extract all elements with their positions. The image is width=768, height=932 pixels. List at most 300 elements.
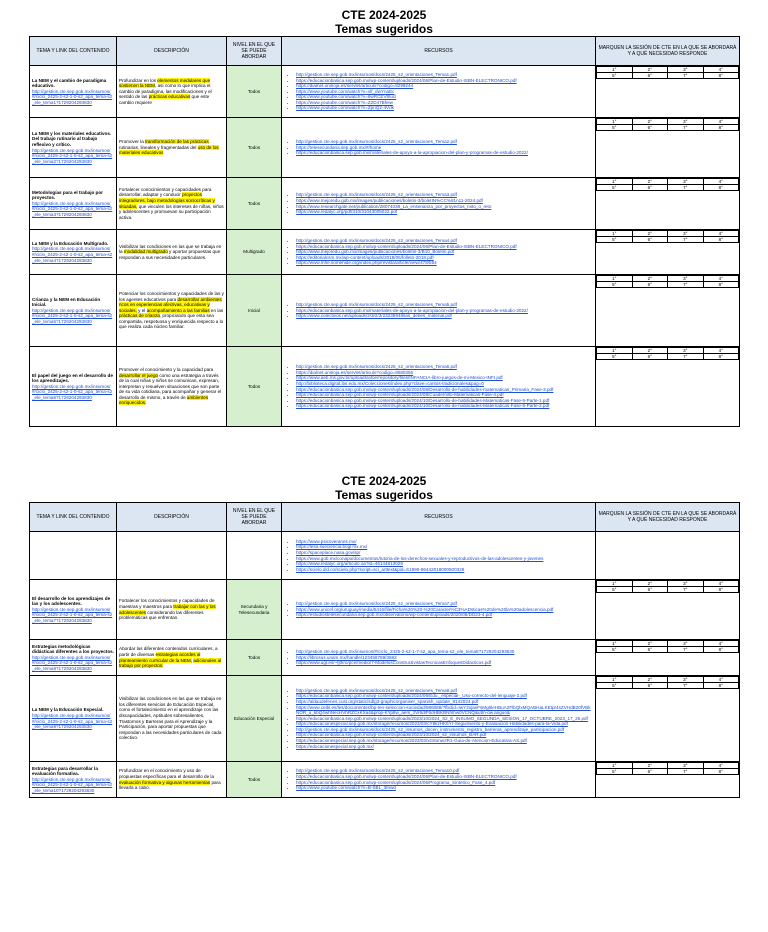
resource-link[interactable]: • https://www.psicoveranes.mx/ (296, 539, 593, 545)
resources-cell (282, 640, 596, 676)
highlighted-text: adicionales al trabajo por proyectos. (119, 657, 222, 669)
topic-cell (30, 762, 117, 798)
resource-link[interactable]: • http://gestion.cte.sep.gob.mx/insumos/docs/2425_s2_orientaciones_Tema4.pdf (296, 238, 593, 244)
session-grid (596, 178, 739, 191)
topic-link[interactable]: http://gestion.cte.sep.gob.mx/insumos/#/ciclo_2425-2-s2-1-0-s2_apa_tema-s2_ele_tema1?1729204293830 (32, 88, 113, 105)
session-cell[interactable]: 4° (703, 67, 739, 73)
session-cell[interactable]: 6° (632, 647, 668, 653)
resource-list (284, 768, 593, 790)
session-cell-group (596, 640, 740, 676)
session-cell[interactable]: 7° (668, 683, 704, 689)
resource-link[interactable]: • https://educacionbasica.sep.gob.mx/wp-content/uploads/2024/10/Desarrollo-de-habilidades-Matematicas-Fase-5-Parte-1.pdf (296, 398, 593, 404)
description-cell (117, 640, 227, 676)
resource-link[interactable]: • http://gestion.cte.sep.gob.mx/insumos/docs/2425_s2_orientaciones_Tema1.pdf (296, 72, 593, 78)
resource-link[interactable]: • https://educacionbasica.sep.gob.mx/wp-content/uploads/2023/10/2024_s2_insumos_BAR.pdf (296, 732, 593, 738)
session-cell[interactable]: 5° (597, 354, 633, 360)
level-cell: Todos (227, 66, 282, 118)
level-cell: Todos (227, 762, 282, 798)
session-cell[interactable]: 2° (632, 276, 668, 282)
session-cell[interactable]: 7° (668, 769, 704, 775)
table-row (30, 347, 740, 427)
session-cell[interactable]: 7° (668, 354, 704, 360)
resource-link[interactable]: • https://dialnet.unirioja.es/servlet/articulo?codigo=8299244 (296, 83, 593, 89)
session-cell[interactable]: 6° (632, 587, 668, 593)
col-header-descripcion: DESCRIPCIÓN (117, 37, 227, 66)
session-cell[interactable]: 7° (668, 282, 704, 288)
highlighted-text: estrategias acordes al planteamiento curricular de la NEM, (119, 651, 201, 663)
session-cell-group (596, 580, 740, 640)
description-text: para llevarla a cabo. (119, 779, 221, 791)
session-cell[interactable]: 5° (597, 587, 633, 593)
topic-link[interactable]: http://gestion.cte.sep.gob.mx/insumos/#/ciclo_2425-2-s2-1-0-s2_apa_tema-s2_ele_tema3?1729204293830 (32, 200, 113, 217)
session-cell[interactable]: 4° (703, 581, 739, 587)
session-cell-group (596, 762, 740, 798)
session-cell[interactable]: 6° (632, 282, 668, 288)
resource-link[interactable]: • https://educacionbasica.sep.gob.mx/wp-content/uploads/2024/06/Plan-de-Estudio-ISBN-ELECTRONICO.pdf (296, 78, 593, 84)
description-cell (117, 762, 227, 798)
description-text: Potenciar los conocimientos y capacidades de las y los agentes educativos para (119, 290, 224, 302)
topic-title: La NEM y la Educación Multigrado. (32, 240, 109, 246)
session-grid (596, 762, 739, 775)
resource-list (284, 139, 593, 156)
resource-list (284, 302, 593, 319)
session-cell[interactable]: 4° (703, 119, 739, 125)
session-cell[interactable]: 3° (668, 677, 704, 683)
resource-link[interactable]: • http://gestion.cte.sep.gob.mx/insumos/docs/2425_s2_insumos_docen_instrumento_registro_barreras_aprendizaje_participacion.pdf (296, 727, 593, 733)
topic-link[interactable]: http://gestion.cte.sep.gob.mx/insumos/#/ciclo_2425-2-s2-1-0-s2_apa_tema-s2_ele_tema5?1729204293830 (32, 307, 113, 324)
resource-link[interactable]: • https://lesa.sueciencia.bogl.mx.mx/ (296, 544, 593, 550)
highlighted-text: uso de los materiales educativos (119, 144, 219, 156)
resource-link[interactable]: • https://editorialcsm.mx/wp-content/uploads/2018/05/folleto-2018.pdf (296, 255, 593, 261)
resources-cell (282, 275, 596, 347)
description-cell (117, 676, 227, 762)
resource-link[interactable]: • https://educacionbasica.sep.gob.mx/materiales-de-apoyo-a-la-apropiacion-del-plan-y-programas-de-estudio-2022/ (296, 150, 593, 156)
session-cell[interactable]: 3° (668, 179, 704, 185)
description-text: Visibilizar las condiciones en las que se trabaja en los diferentes servicios de Educación Especial, como el fortalecimiento en el aprendizaje con las discapacidades, Aptitudes sobresalientes, Trastornos y Barreras para el Aprendizaje y la Participación, para aportar propuestas que respondan a las necesidades particulares de cada colectivo. (119, 696, 222, 741)
topic-cell (30, 676, 117, 762)
topics-table (29, 36, 740, 427)
session-cell[interactable]: 6° (632, 185, 668, 191)
session-cell[interactable]: 8° (703, 237, 739, 243)
session-cell[interactable]: 7° (668, 185, 704, 191)
topic-title: Metodologías para el trabajo por proyectos. (32, 189, 103, 201)
session-grid-row (597, 647, 739, 653)
session-cell[interactable]: 7° (668, 587, 704, 593)
session-cell-group (596, 676, 740, 762)
session-grid-row (597, 683, 739, 689)
session-cell[interactable]: 3° (668, 67, 704, 73)
session-cell[interactable]: 8° (703, 73, 739, 79)
topic-cell (30, 275, 117, 347)
session-cell[interactable]: 2° (632, 763, 668, 769)
session-cell[interactable]: 5° (597, 237, 633, 243)
topic-cell (30, 580, 117, 640)
topic-cell (30, 347, 117, 427)
resource-link[interactable]: • https://www.colectivos.net/uploads/2/3/2/3/23235948/las_debes_material.pdf (296, 313, 593, 319)
resource-link[interactable]: • https://www.youtube.com/watch?v=6wRCEV8Iucl (296, 94, 593, 100)
session-cell[interactable]: 4° (703, 348, 739, 354)
topic-cell (30, 66, 117, 118)
resource-link[interactable]: • https://educacionbasica.sep.gob.mx/wp-content/uploads/2024/06/Edu._especial-_Uso-correcto-del-lenguaje-2.pdf (296, 693, 593, 699)
session-grid (596, 580, 739, 593)
resource-link[interactable]: • https://scielo.old.co/scielo.php?script=sci_arttext&pid=S1990-86442018000500326 (296, 567, 593, 573)
session-cell[interactable]: 3° (668, 348, 704, 354)
resources-cell (282, 676, 596, 762)
resource-link[interactable]: • https://educacionbasica.sep.gob.mx/wp-content/uploads/2024/06/Plan-de-Estudio-ISBN-ELECTRONICO.pdf (296, 244, 593, 250)
resource-link[interactable]: • https://www.ceibl.es/les/documentos/bp-ten-seleccion-sociedad/586088/?fbclid=IwY2xjanFsMg6leHBuA2FlbQlxMQABHaLKEtpr4sZVHdB20fVBkNOR_u_kbQ4whNecHVhRZCxKXa4&prop-KYp8w_aem_zVr6dlF6dHBKBNhIhw0VCNQ&utm-ow.anguo& (296, 705, 593, 716)
session-cell[interactable]: 3° (668, 581, 704, 587)
description-cell (117, 230, 227, 275)
session-cell[interactable]: 2° (632, 231, 668, 237)
topic-cell (30, 118, 117, 178)
description-text: Fortalecer los conocimientos y capacidades de maestras y maestros para (119, 598, 215, 609)
resources-cell (282, 580, 596, 640)
table-row (30, 275, 740, 347)
topic-title: La NEM y los materiales educativos. Del trabajo rutinario al trabajo reflexivo y crítico. (32, 130, 112, 147)
resource-link[interactable]: • https://www.ugr.es/~fjthro/pce/medio/7-ModelosConstructivistasTecnicasEnfoquesDidacticos.pdf (296, 660, 593, 666)
session-cell[interactable]: 2° (632, 179, 668, 185)
session-cell[interactable]: 4° (703, 276, 739, 282)
resource-list (284, 649, 593, 666)
highlighted-text: elementos medulares que sostienen la NEM (119, 77, 211, 89)
session-cell[interactable]: 6° (632, 683, 668, 689)
table-row (30, 676, 740, 762)
session-cell[interactable]: 8° (703, 769, 739, 775)
resource-link[interactable]: • https://www.youtube.com/watch?v=vlf_dwYnaEc (296, 89, 593, 95)
session-grid (596, 230, 739, 243)
resources-cell (282, 762, 596, 798)
topic-title: La NEM y el cambio de paradigma educativo. (32, 77, 107, 89)
session-cell[interactable]: 1° (597, 641, 633, 647)
topic-cell (30, 640, 117, 676)
highlighted-text: desarrollar el juego (119, 372, 159, 378)
resource-link[interactable]: • https://educacionbasica.sep.gob.mx/wp-content/uploads/2023/10/2024_S2_E_INSUMO_SEGUNDA_SESION_17_OCTUBRE_2023_17_25.pdf (296, 716, 593, 722)
session-cell[interactable]: 2° (632, 641, 668, 647)
session-cell[interactable]: 5° (597, 185, 633, 191)
resource-link[interactable]: • http://gestion.cte.sep.gob.mx/insumos/docs/2425_s2_orientaciones_Tema7.pdf (296, 601, 593, 607)
highlighted-text: desarrollar ambientes ricos en experiencias afectivas, educativas y sociales, (119, 296, 222, 313)
resources-cell (282, 118, 596, 178)
resource-link[interactable]: • https://www.youtube.com/watch?v=ZpnQ2-4Vdk (296, 105, 593, 111)
session-cell[interactable]: 7° (668, 237, 704, 243)
session-grid-row (597, 354, 739, 360)
resource-list (284, 238, 593, 266)
session-cell[interactable]: 1° (597, 581, 633, 587)
session-cell[interactable]: 1° (597, 179, 633, 185)
resource-list (284, 72, 593, 111)
page-title: CTE 2024-2025 (341, 8, 427, 22)
topic-link[interactable]: http://gestion.cte.sep.gob.mx/insumos/#/ciclo_2425-2-s2-1-0-s2_apa_tema-s2_ele_tema6?1729204293830 (32, 383, 113, 400)
description-text: , propiciando que esta sea compartida, respetuosa y enriquecida respecto a lo que realiza cada núcleo familiar. (119, 313, 224, 330)
session-cell[interactable]: 8° (703, 185, 739, 191)
topic-title: Crianza y la NEM en Educación Inicial. (32, 296, 101, 308)
resource-link[interactable]: • https://aldaudefenes.cust.org/static/sdlg3-graphicorganiser_spanish_update_8142024.pdf (296, 699, 593, 705)
session-cell[interactable]: 3° (668, 119, 704, 125)
level-cell: Secundaria y Telesecundaria (227, 580, 282, 640)
resource-link[interactable]: • http://gestion.cte.sep.gob.mx/insumos/docs/2425_s2_orientaciones_Tema9.pdf (296, 688, 593, 694)
topic-link[interactable]: http://gestion.cte.sep.gob.mx/insumos/#/ciclo_2425-2-s2-1-0-s2_apa_tema-s2_ele_tema8?1729204293830 (32, 654, 113, 671)
col-header-nivel: NIVEL EN EL QUE SE PUEDE ABORDAR (227, 503, 282, 532)
session-cell[interactable]: 1° (597, 763, 633, 769)
empty-cell (227, 532, 282, 580)
resource-link[interactable]: • https://www.mejoredu.gob.mx/images/publicaciones/boletin-3/boletIN%CC%81n11-2024.pdf (296, 198, 593, 204)
session-cell[interactable]: 2° (632, 348, 668, 354)
session-cell[interactable]: 3° (668, 763, 704, 769)
resource-link[interactable]: • http://gestion.cte.sep.gob.mx/insumos/docs/2425_s2_orientaciones_Tema10.pdf (296, 768, 593, 774)
resource-list (284, 192, 593, 214)
session-cell[interactable]: 8° (703, 647, 739, 653)
table-row (30, 640, 740, 676)
page-subtitle: Temas sugeridos (335, 488, 433, 502)
description-text: en las (209, 307, 224, 313)
session-cell[interactable]: 8° (703, 354, 739, 360)
col-header-sesion: MARQUEN LA SESIÓN DE CTE EN LA QUE SE ABORDARÁ Y A QUÉ NECESIDAD RESPONDE (596, 37, 740, 66)
description-cell (117, 66, 227, 118)
session-cell[interactable]: 5° (597, 647, 633, 653)
description-text: Visibilizar las condiciones en las que se trabaja en la (119, 243, 222, 255)
highlighted-text: evaluación formativa y algunas herramientas (119, 779, 211, 785)
description-text: Promover la (119, 139, 146, 145)
col-header-tema: TEMA Y LINK DEL CONTENIDO (30, 503, 117, 532)
session-cell[interactable]: 7° (668, 73, 704, 79)
description-text: que vinculen los intereses de niñas, niños y adolescentes y promuevan su participación activa. (119, 203, 224, 220)
session-cell[interactable]: 7° (668, 647, 704, 653)
session-cell-group (596, 347, 740, 427)
session-cell-group (596, 178, 740, 230)
session-cell[interactable]: 1° (597, 119, 633, 125)
session-grid (596, 676, 739, 689)
highlighted-text: trabajar con las y los adolescentes (119, 603, 216, 615)
description-text: considerando las diferentes problemáticas que enfrentan. (119, 609, 204, 621)
level-cell: Todos (227, 178, 282, 230)
session-grid (596, 118, 739, 131)
resources-cell (282, 66, 596, 118)
session-grid-row (597, 73, 739, 79)
table-row (30, 230, 740, 275)
highlighted-text: ambientes enriquecidos. (119, 394, 209, 406)
session-grid (596, 66, 739, 79)
session-cell[interactable]: 6° (632, 125, 668, 131)
page-1 (29, 8, 739, 427)
resource-link[interactable]: • https://www.youtube.com/watch?v=B-SBL_3Inwd (296, 785, 593, 791)
col-header-tema: TEMA Y LINK DEL CONTENIDO (30, 37, 117, 66)
session-grid-row (597, 282, 739, 288)
col-header-recursos: RECURSOS (282, 503, 596, 532)
resource-link[interactable]: • https://www.redalyc.org/articulo.oa?id=46144813029 (296, 561, 593, 567)
session-cell[interactable]: 1° (597, 276, 633, 282)
table-row (30, 178, 740, 230)
level-cell: Todos (227, 118, 282, 178)
session-grid-row (597, 125, 739, 131)
session-cell[interactable]: 5° (597, 73, 633, 79)
topic-title: Estrategias metodológicas didácticas diferentes a los proyectos. (32, 643, 114, 655)
resource-link[interactable]: • http://gestion.cte.sep.gob.mx/insumos/docs/2425_s2_orientaciones_Tema5.pdf (296, 302, 593, 308)
highlighted-text: proyectos integradores, bajo metodologías sociocríticas y situadas, (119, 192, 215, 209)
session-cell[interactable]: 6° (632, 237, 668, 243)
level-cell: Multigrado (227, 230, 282, 275)
session-cell[interactable]: 1° (597, 677, 633, 683)
resource-link[interactable]: • https://educacionbasica.sep.gob.mx/wp-content/uploads/2024/10/Desarrollo-de-habilidades-Matematicas-Fase-5-Parte-2.pdf (296, 403, 593, 409)
topics-table (29, 502, 740, 798)
resource-link[interactable]: • https://educacionespecial.sep.gob.mx/ (296, 744, 593, 750)
resources-cell (282, 347, 596, 427)
session-cell[interactable]: 3° (668, 231, 704, 237)
session-cell[interactable]: 4° (703, 231, 739, 237)
col-header-descripcion: DESCRIPCIÓN (117, 503, 227, 532)
table-row (30, 580, 740, 640)
session-cell[interactable]: 4° (703, 179, 739, 185)
topic-title: El papel del juego en el desarrollo de los aprendizajes. (32, 372, 113, 384)
session-grid-row (597, 237, 739, 243)
resource-link[interactable]: • https://www.redalyc.org/pdf/310/31043005022.pdf (296, 209, 593, 215)
topic-link[interactable]: http://gestion.cte.sep.gob.mx/insumos/#/ciclo_2425-2-s2-1-0-s2_apa_tema-s2_ele_tema7?1729204293830 (32, 606, 113, 623)
resource-link[interactable]: • https://educacionbasica.sep.gob.mx/wp-content/uploads/2024/06/Plan-de-Estudio-ISBN-ELECTRONICO.pdf (296, 774, 593, 780)
highlighted-text: transformación de las prácticas (145, 139, 209, 145)
resources-cell (282, 532, 596, 580)
resource-link[interactable]: • https://www.unicef.org/uruguay/media/5416/file/Ficha%20%20-%20Caracter%C3%ADsticas%20de%20la%20adolescencia.pdf (296, 607, 593, 613)
resources-cell (282, 178, 596, 230)
session-cell-group (596, 230, 740, 275)
session-cell[interactable]: 1° (597, 67, 633, 73)
session-cell[interactable]: 2° (632, 581, 668, 587)
topic-title: El desarrollo de los aprendizajes de las y los adolescentes. (32, 595, 111, 607)
col-header-sesion: MARQUEN LA SESIÓN DE CTE EN LA QUE SE ABORDARÁ Y A QUÉ NECESIDAD RESPONDE (596, 503, 740, 532)
table-row (30, 118, 740, 178)
session-cell[interactable]: 6° (632, 769, 668, 775)
description-cell (117, 347, 227, 427)
session-cell[interactable]: 2° (632, 677, 668, 683)
topic-title: La NEM y la Educación Especial. (32, 707, 104, 713)
level-cell: Todos (227, 640, 282, 676)
session-cell[interactable]: 8° (703, 587, 739, 593)
level-cell: Todos (227, 347, 282, 427)
resource-link[interactable]: • http://gestion.cte.sep.gob.mx/insumos/docs/2425_s2_orientaciones_Tema3.pdf (296, 192, 593, 198)
description-text: que este cambio requiere (119, 94, 210, 105)
session-cell[interactable]: 6° (632, 73, 668, 79)
empty-cell (30, 532, 117, 580)
table-row (30, 532, 740, 580)
page-subtitle: Temas sugeridos (335, 22, 433, 36)
session-cell[interactable]: 4° (703, 677, 739, 683)
level-cell: Educación Especial (227, 676, 282, 762)
resource-link[interactable]: • https://educacionespecial.sep.gob.mx/storage/recursos/2023/03/xG6onw2R1-Guia-de-Atencion-Educativa-AS.pdf (296, 738, 593, 744)
session-cell[interactable]: 7° (668, 125, 704, 131)
session-grid (596, 347, 739, 360)
topic-link[interactable]: http://gestion.cte.sep.gob.mx/insumos/#/ciclo_2425-2-s2-1-0-s2_apa_tema-s2_ele_tema10?1729204293830 (32, 776, 113, 793)
resource-link[interactable]: • http://gestion.cte.sep.gob.mx/insumos/docs/2425_s2_orientaciones_Tema6.pdf (296, 364, 593, 370)
session-cell[interactable]: 3° (668, 641, 704, 647)
session-cell[interactable]: 1° (597, 348, 633, 354)
resource-link[interactable]: • http://biblioteca.digital.ibs.edu.mx/Colecciones/index.php?clave=cantos-tradicionales&pag=0 (296, 381, 593, 387)
session-grid (596, 275, 739, 288)
resource-link[interactable]: • http://gestion.cte.sep.gob.mx/insumos/#/ciclo_2425-2-s2-1-7-s2_apa_tema-s2_ele_tema8?1729204293830 (296, 649, 593, 655)
session-cell[interactable]: 5° (597, 125, 633, 131)
resource-link[interactable]: • https://dialnet.unirioja.es/servlet/articulo?codigo=8080355 (296, 370, 593, 376)
resource-list (284, 601, 593, 618)
session-cell[interactable]: 1° (597, 231, 633, 237)
resource-link[interactable]: • https://estudiostelesecundaria.sep.gob.mx/observatorio/wp-content/uploads/2020/06/DD23-4.pdf (296, 612, 593, 618)
resource-link[interactable]: • https://librosus.unam.mx/handle/123456789/3582 (296, 655, 593, 661)
description-text: Profundizar en el conocimiento y uso de propuestas específicas para el desarrollo de la (119, 768, 214, 779)
session-cell[interactable]: 5° (597, 769, 633, 775)
topic-title: Estrategias para desarrollar la evaluación formativa. (32, 765, 98, 777)
description-cell (117, 275, 227, 347)
description-text: Abordar las diferentes contenidos curriculares, a partir de diversas (119, 646, 218, 657)
page-title: CTE 2024-2025 (341, 474, 427, 488)
session-cell[interactable]: 6° (632, 354, 668, 360)
session-cell[interactable]: 2° (632, 119, 668, 125)
description-text: Profundizar en los (119, 77, 158, 83)
empty-cell (596, 532, 740, 580)
highlighted-text: prácticas de crianza (119, 313, 160, 319)
session-cell-group (596, 118, 740, 178)
resource-link[interactable]: • https://www.researchgate.net/publication/28074038_La_ensenanza_por_proyectos_mito_o_reto (296, 204, 593, 210)
resource-link[interactable]: • https://www.aeb.ms.gov.br/uploads/afoe/repository/files/INFANCIA-libro-juegos-de-mi-Mexico-INFI.pdf (296, 375, 593, 381)
resource-link[interactable]: • https://www.youtube.com/watch?v=Z2D47Bfeiw (296, 100, 593, 106)
resource-link[interactable]: • https://spaceplace.nasa.gov/sp/ (296, 550, 593, 556)
session-cell[interactable]: 5° (597, 282, 633, 288)
table-row (30, 66, 740, 118)
resource-link[interactable]: • https://educacionbasica.sep.gob.mx/wp-content/uploads/2024/06/Programa_Sintetico_Fase_4.pdf (296, 780, 593, 786)
topic-link[interactable]: http://gestion.cte.sep.gob.mx/insumos/#/ciclo_2425-2-s2-1-0-s2_apa_tema-s2_ele_tema2?1729204293830 (32, 147, 113, 164)
page-2 (29, 474, 739, 798)
description-text: Fortalecer conocimientos y capacidades para desarrollar, adaptar y conducir (119, 186, 212, 198)
resource-link[interactable]: • https://educacionbasica.sep.gob.mx/wp-content/uploads/2024/08/Desarrollo-de-habilidades-matematicas_Primaria_Fase-3.pdf (296, 387, 593, 393)
topic-link[interactable]: http://gestion.cte.sep.gob.mx/insumos/#/ciclo_2425-2-s2-1-0-s2_apa_tema-s2_ele_tema4?1729204293830 (32, 246, 113, 263)
session-grid-row (597, 185, 739, 191)
session-cell-group (596, 66, 740, 118)
col-header-nivel: NIVEL EN EL QUE SE PUEDE ABORDAR (227, 37, 282, 66)
empty-cell (117, 532, 227, 580)
description-text: Promover el conocimiento y la capacidad para (119, 366, 214, 372)
session-cell[interactable]: 3° (668, 276, 704, 282)
col-header-recursos: RECURSOS (282, 37, 596, 66)
resource-link[interactable]: • https://telesecundaria.sep.gob.mx/#/home (296, 145, 593, 151)
topic-cell (30, 178, 117, 230)
resource-list (284, 688, 593, 750)
resource-list (284, 539, 593, 573)
highlighted-text: acompañamiento a las familias (146, 307, 210, 313)
level-cell: Inicial (227, 275, 282, 347)
session-cell[interactable]: 2° (632, 67, 668, 73)
session-cell[interactable]: 8° (703, 282, 739, 288)
resource-list (284, 364, 593, 409)
session-cell[interactable]: 4° (703, 641, 739, 647)
session-cell[interactable]: 8° (703, 683, 739, 689)
table-row (30, 762, 740, 798)
session-cell-group (596, 275, 740, 347)
session-cell[interactable]: 5° (597, 683, 633, 689)
resources-cell (282, 230, 596, 275)
highlighted-text: prácticas educativas (148, 94, 191, 100)
highlighted-text: modalidad multigrado (123, 249, 168, 255)
description-cell (117, 178, 227, 230)
session-grid-row (597, 769, 739, 775)
resource-link[interactable]: • https://educacionbasica.sep.gob.mx/wp-content/uploads/2024/08/Cuadernillo-Matematicas-Fase-4.pdf (296, 392, 593, 398)
topic-link[interactable]: http://gestion.cte.sep.gob.mx/insumos/#/ciclo_2425-2-s2-1-0-s2_apa_tema-s2_ele_tema9?1729204293830 (32, 712, 113, 730)
resource-link[interactable]: • https://www.mejoredu.gob.mx/images/publicaciones/boletin-3/B10_Boletin.pdf (296, 249, 593, 255)
session-cell[interactable]: 4° (703, 763, 739, 769)
resource-link[interactable]: • https://www.gob.mx/conapo/documentos/tutoria-de-los-derechos-sexuales-y-reproductivos-de-las-adolescentes-y-jovenes (296, 556, 593, 562)
description-text: y el (136, 307, 147, 313)
resource-link[interactable]: • https://educacionespecial.sep.gob.mx/storage/recursos/2023/03/cY8kzHK6Yr-Seguimiento-y-Evaluacion-Habilidades-para-la-Vida.pdf (296, 721, 593, 727)
description-text: y aportar propuestas que respondan a sus necesidades particulares. (119, 249, 221, 260)
resource-link[interactable]: • https://www.mhe.somehide.org/index.php/revista/article/view/478/554 (296, 260, 593, 266)
session-cell[interactable]: 8° (703, 125, 739, 131)
description-text: , así como lo que implica el cambio de paradigma, las modificaciones y el sentido de las (119, 83, 212, 100)
resource-link[interactable]: • http://gestion.cte.sep.gob.mx/insumos/docs/2425_s2_orientaciones_Tema2.pdf (296, 139, 593, 145)
resource-link[interactable]: • https://educacionbasica.sep.gob.mx/materiales-de-apoyo-a-la-apropiacion-del-plan-y-programas-de-estudio-2022/ (296, 308, 593, 314)
